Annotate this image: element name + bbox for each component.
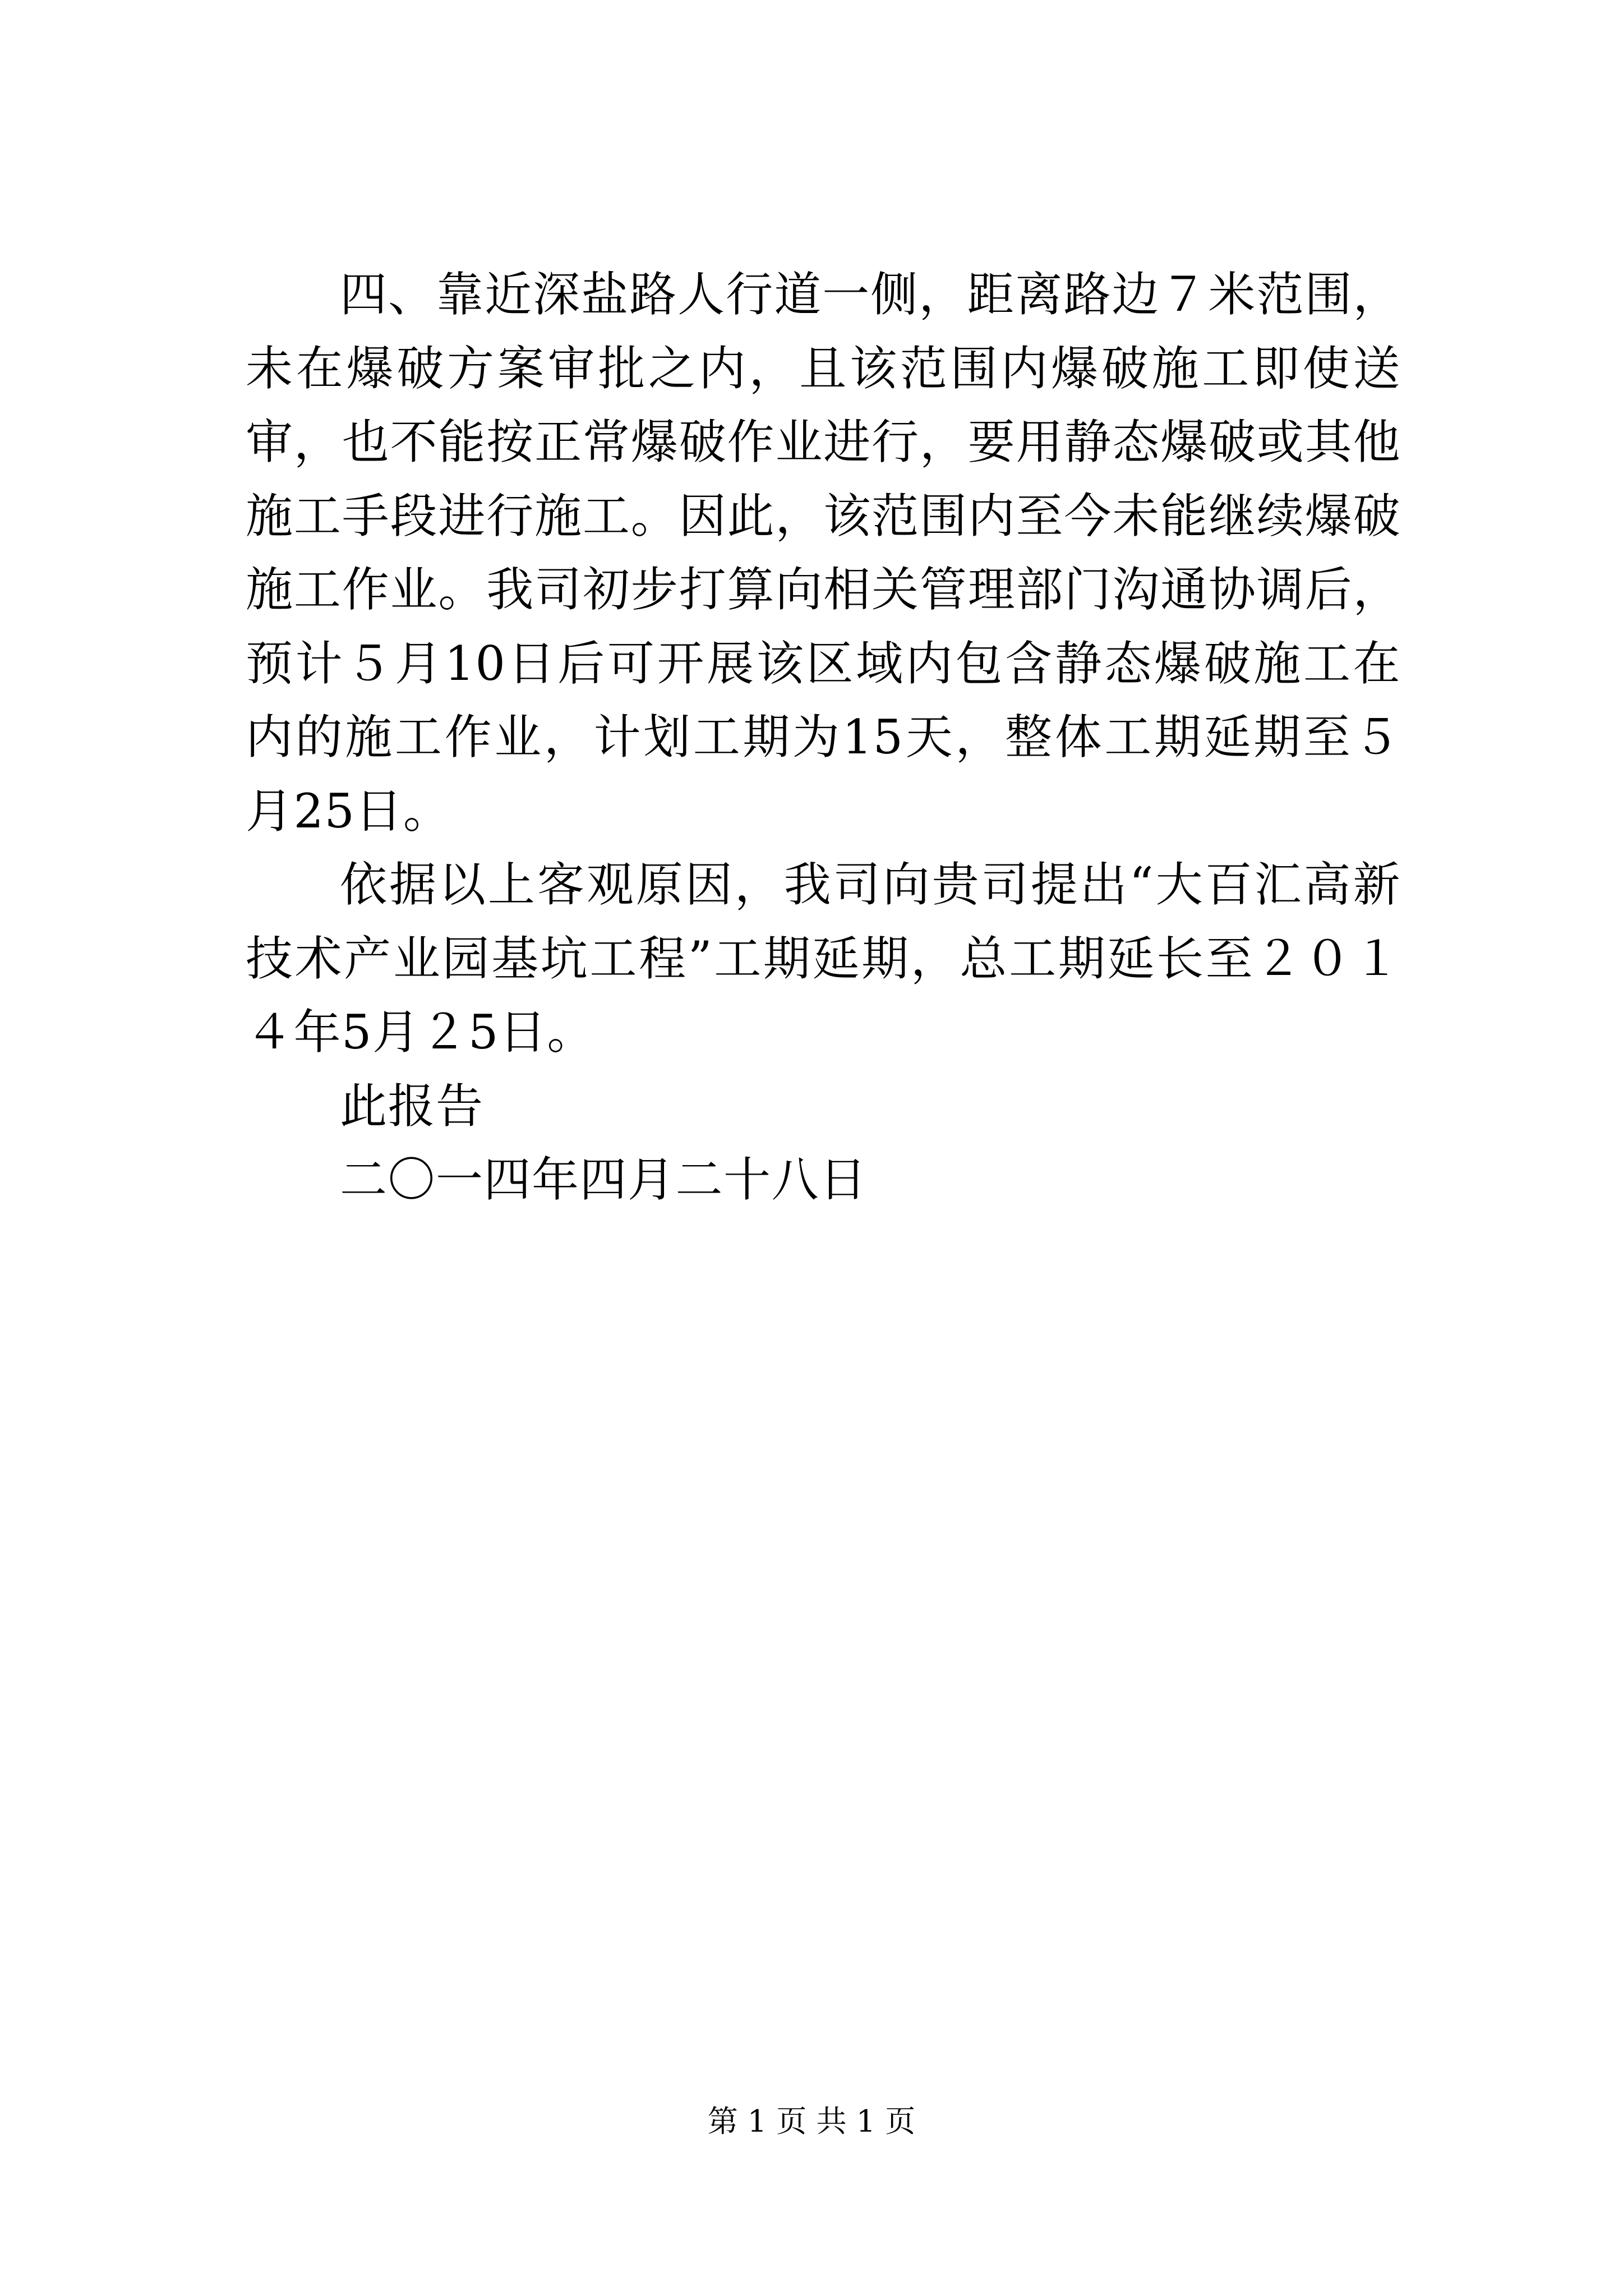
paragraph-item-four: 四、靠近深盐路人行道一侧，距离路边７米范围，未在爆破方案审批之内，且该范围内爆破施工即使送审，也不能按正常爆破作业进行，要用静态爆破或其他施工手段进行施工。因此，该范围内至今未能继续爆破施工作业。我司初步打算向相关管理部门沟通协调后，预计５月10日后可开展该区域内包含静态爆破施工在内的施工作业，计划工期为15天，整体工期延期至５月25日。 xyxy=(246,267,1401,839)
document-date: 二〇一四年四月二十八日 xyxy=(340,1152,868,1207)
page-number-footer: 第 1 页 共 1 页 xyxy=(707,2104,916,2139)
closing-line: 此报告 xyxy=(340,1078,484,1134)
paragraph-request: 依据以上客观原因，我司向贵司提出“大百汇高新技术产业园基坑工程”工期延期，总工期延长至２０１４年5月２5日。 xyxy=(246,857,1401,1060)
document-body xyxy=(246,258,1401,1217)
